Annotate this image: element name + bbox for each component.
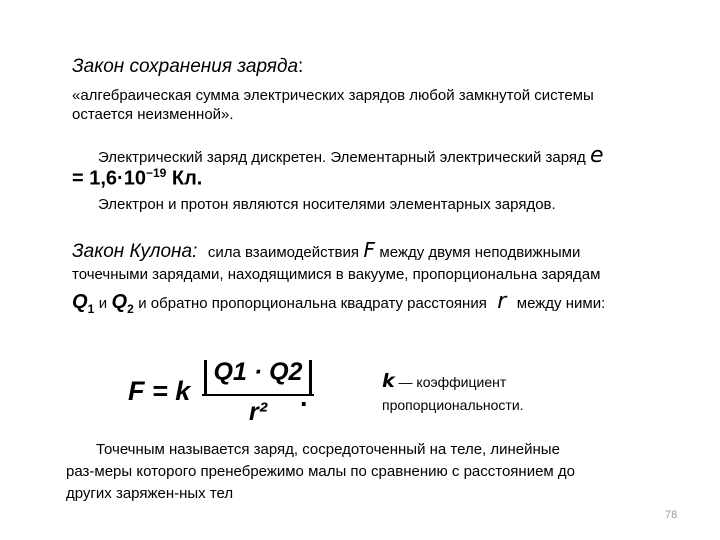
k-symbol: k	[382, 370, 395, 392]
title-colon: :	[298, 56, 304, 77]
distance-symbol: r	[497, 289, 507, 314]
charge-q1	[72, 291, 95, 316]
abs-bar-right	[309, 360, 312, 394]
point-charge-line-2: раз-меры которого пренебрежимо малы по сравнению с расстоянием до	[66, 463, 576, 480]
k-note-line-2: пропорциональности.	[382, 397, 524, 413]
charge-value-unit: Кл.	[166, 167, 203, 190]
conservation-law-title-text: Закон сохранения заряда	[72, 56, 299, 77]
charge-q2-sub: 2	[127, 302, 134, 316]
coulomb-intro-rest: между двумя неподвижными	[379, 244, 581, 261]
force-symbol: F	[363, 238, 375, 262]
charge-q1-sub: 1	[87, 302, 95, 316]
discrete-charge-line	[98, 143, 604, 168]
coulomb-law-line-3	[72, 289, 605, 316]
formula-denominator: r²	[248, 398, 268, 426]
k-note-line-1	[382, 370, 506, 392]
formula-numerator: Q1 · Q2	[213, 358, 303, 386]
coulomb-line-3-end: между ними:	[516, 295, 606, 312]
formula-fraction	[202, 358, 314, 434]
charge-q2	[111, 291, 134, 316]
coulomb-law-line-1	[72, 238, 580, 263]
coulomb-line-3-mid: и обратно пропорциональна квадрату расстояния	[138, 295, 487, 312]
elementary-charge-value	[72, 166, 202, 191]
coulomb-formula	[120, 352, 320, 442]
point-charge-line-1: Точечным называется заряд, сосредоточенный на теле, линейные	[96, 441, 560, 458]
electron-proton-line: Электрон и протон являются носителями элементарных зарядов.	[98, 196, 556, 213]
conservation-quote-line-2: остается неизменной».	[72, 106, 234, 123]
page-number: 78	[665, 509, 678, 521]
charge-q2-letter: Q	[111, 291, 128, 313]
coulomb-law-title: Закон Кулона:	[72, 241, 198, 262]
elementary-charge-symbol: e	[589, 143, 604, 168]
charge-q1-letter: Q	[72, 291, 88, 313]
fraction-bar	[202, 394, 314, 396]
formula-period: .	[300, 382, 308, 412]
charge-value-exponent: −19	[145, 166, 167, 180]
charge-value-mantissa: = 1,6·10	[72, 167, 146, 190]
formula-lhs: F = k	[128, 376, 191, 406]
coulomb-law-line-2: точечными зарядами, находящимися в вакууме, пропорциональна зарядам	[72, 266, 601, 283]
conservation-law-title	[72, 56, 303, 78]
coulomb-intro: сила взаимодействия	[207, 244, 359, 261]
discrete-charge-text: Электрический заряд дискретен. Элементарный электрический заряд	[98, 149, 586, 166]
and-word: и	[98, 295, 108, 312]
point-charge-line-3: других заряжен-ных тел	[66, 485, 234, 502]
k-note-text-1: — коэффициент	[394, 374, 507, 390]
conservation-quote-line-1: «алгебраическая сумма электрических зарядов любой замкнутой системы	[72, 87, 594, 104]
